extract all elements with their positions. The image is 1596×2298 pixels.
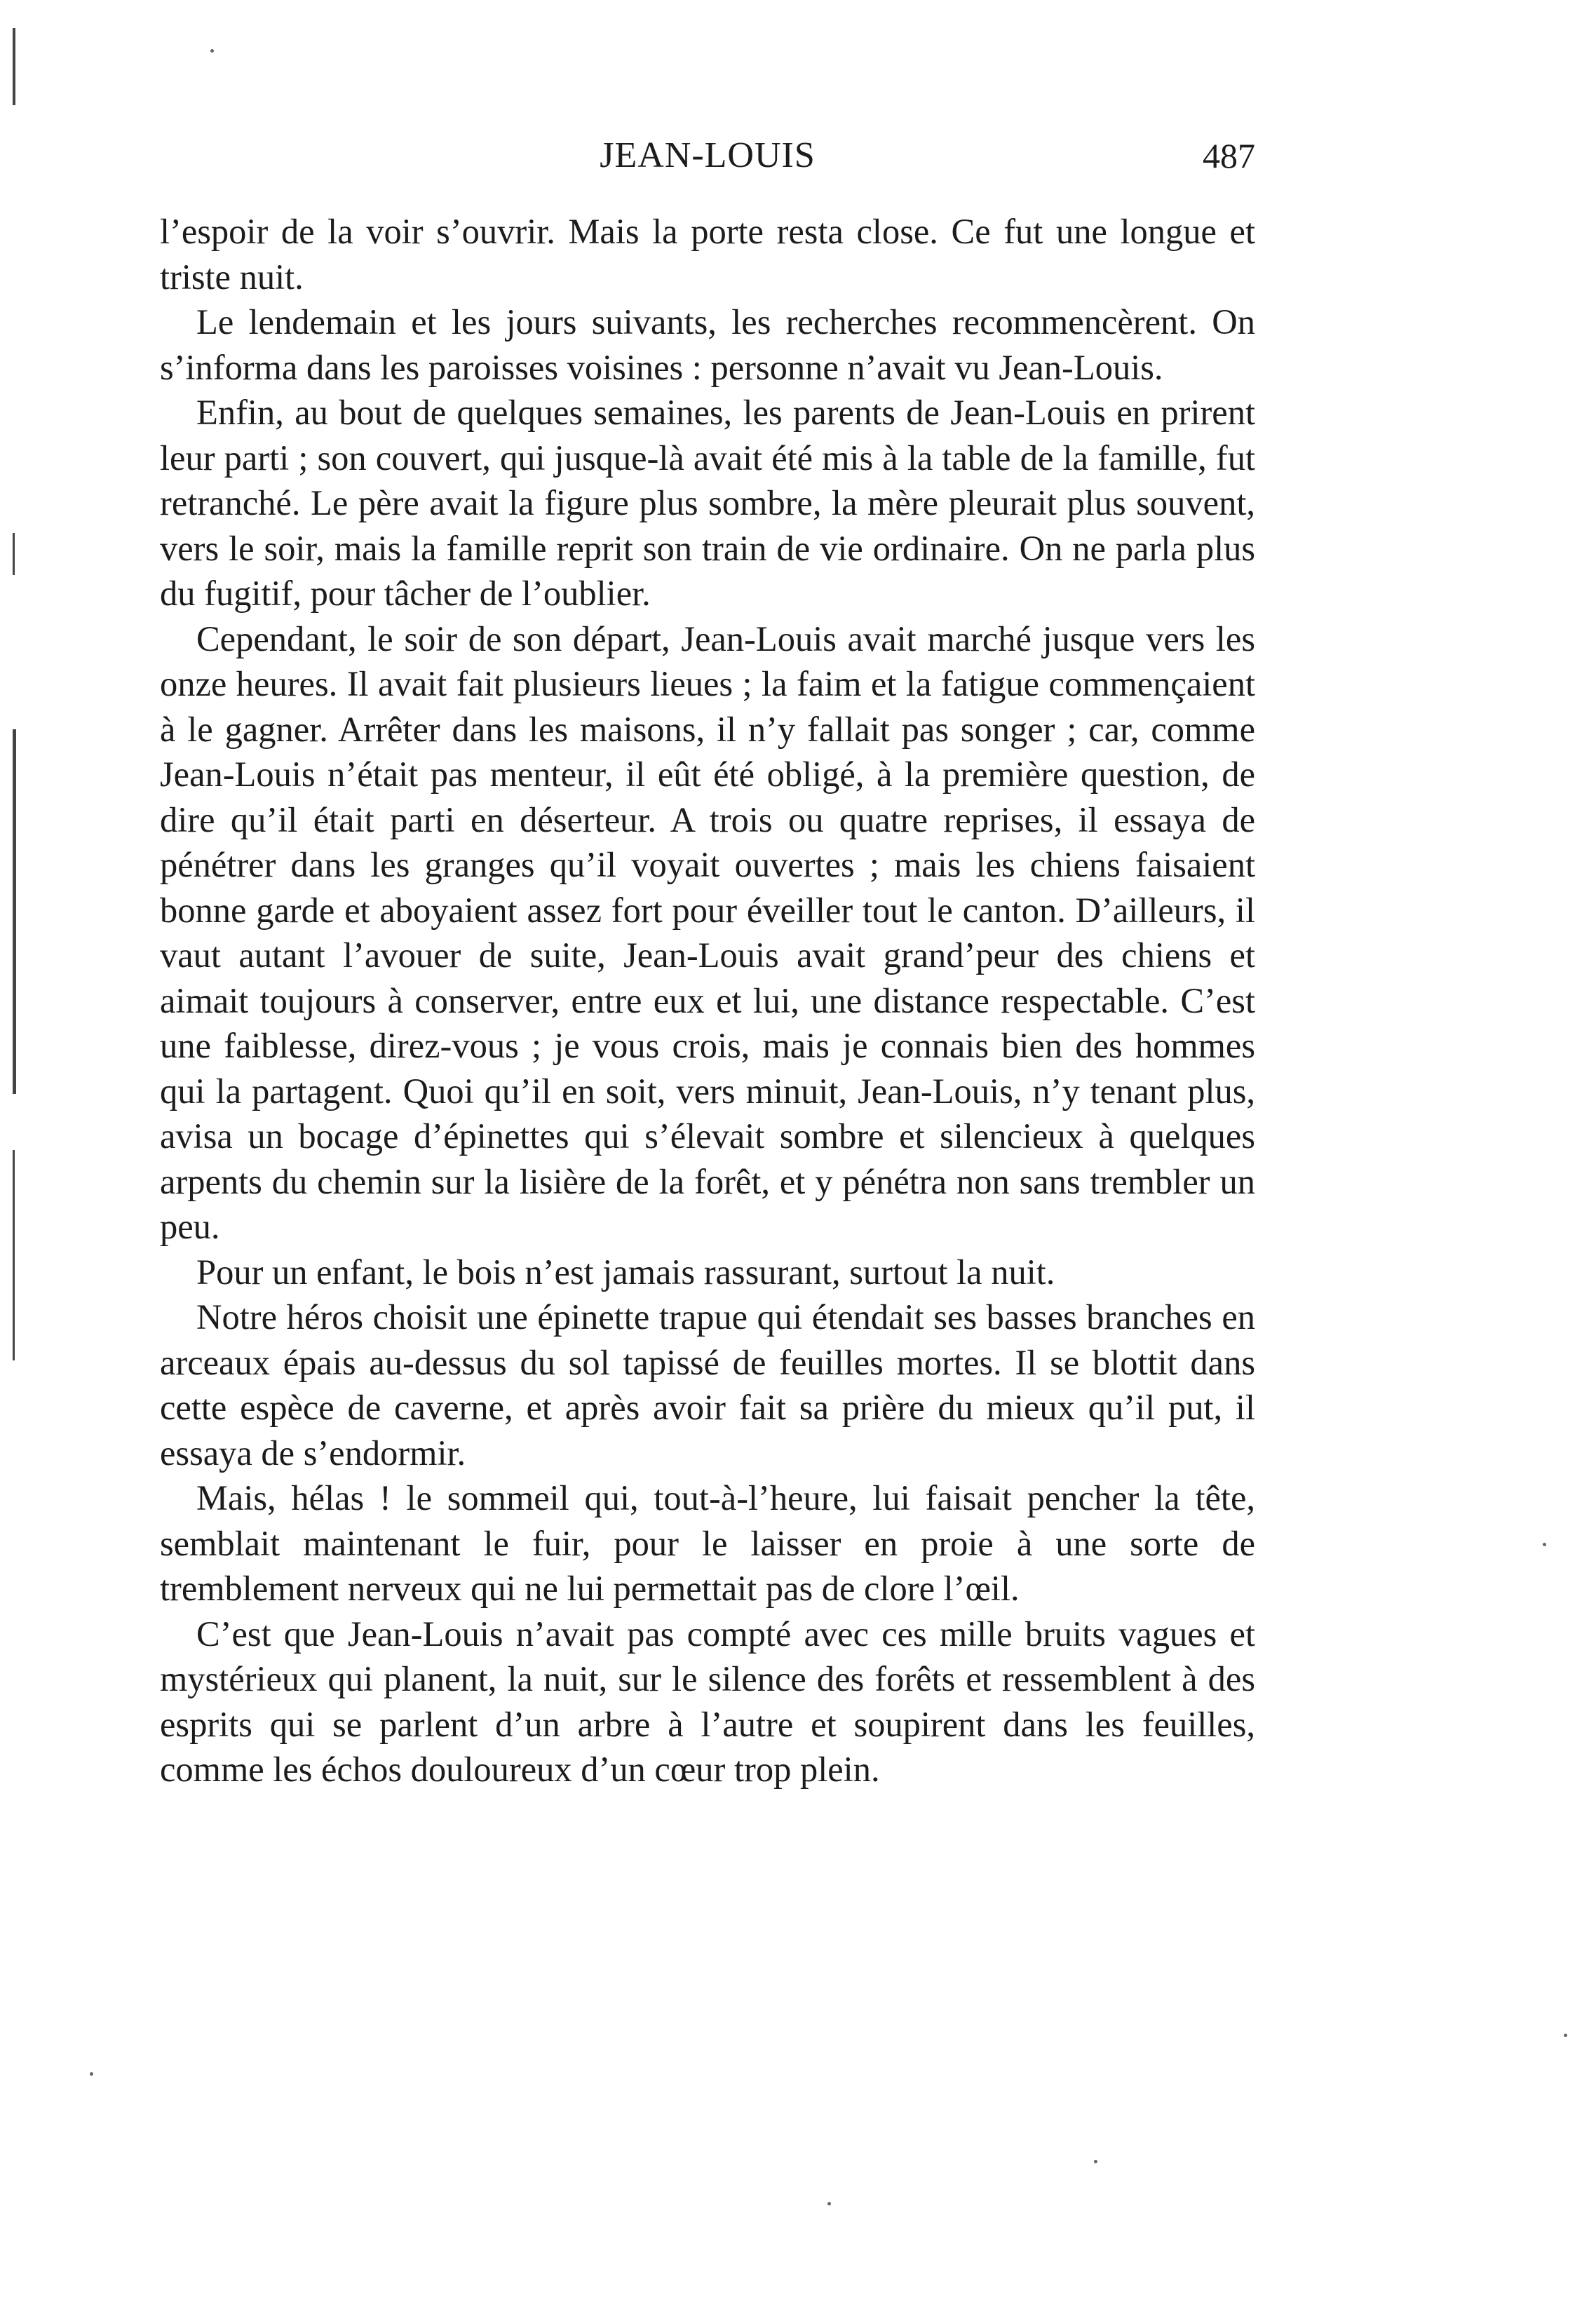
scan-speck	[827, 2202, 831, 2205]
paragraph: C’est que Jean-Louis n’avait pas compté avec ces mille bruits vagues et mystérieux qui planent, la nuit, sur le silence des forêts et ressemblent à des esprits qui se parlent d’un arbre à l’autre et soupirent dans les feuilles, comme les échos douloureux d’un cœur trop plein.	[160, 1614, 1255, 1789]
scan-speck	[90, 2072, 93, 2076]
binding-mark	[13, 28, 15, 105]
paragraph: Le lendemain et les jours suivants, les recherches recommencèrent. On s’informa dans les paroisses voisines : personne n’avait vu Jean-Louis.	[160, 302, 1255, 387]
scan-speck	[1564, 2034, 1567, 2037]
binding-mark	[13, 1150, 15, 1360]
paragraph: l’espoir de la voir s’ouvrir. Mais la porte resta close. Ce fut une longue et triste nuit.	[160, 212, 1255, 297]
scan-speck	[1094, 2160, 1097, 2163]
paragraph: Mais, hélas ! le sommeil qui, tout-à-l’heure, lui faisait pencher la tête, semblait maintenant le fuir, pour le laisser en proie à une sorte de tremblement nerveux qui ne lui permettait pas de clore l’œil.	[160, 1478, 1255, 1608]
paragraph: Pour un enfant, le bois n’est jamais rassurant, surtout la nuit.	[196, 1252, 1055, 1292]
binding-mark	[13, 533, 15, 575]
paragraph: Notre héros choisit une épinette trapue qui étendait ses basses branches en arceaux épais au-dessus du sol tapissé de feuilles mortes. Il se blottit dans cette espèce de caverne, et après avoir fait sa prière du mieux qu’il put, il essaya de s’endormir.	[160, 1297, 1255, 1473]
paragraph: Enfin, au bout de quelques semaines, les parents de Jean-Louis en prirent leur parti ; son couvert, qui jusque-là avait été mis à la table de la famille, fut retranché. Le père avait la figure plus sombre, la mère pleurait plus souvent, vers le soir, mais la famille reprit son train de vie ordinaire. On ne parla plus du fugitif, pour tâcher de l’oublier.	[160, 393, 1255, 613]
running-title: JEAN-LOUIS	[600, 135, 816, 175]
body-text	[160, 209, 1255, 1792]
scan-speck	[1543, 1543, 1546, 1546]
scan-speck	[210, 49, 214, 53]
running-head	[160, 128, 1255, 184]
binding-mark	[13, 729, 16, 1094]
page-number: 487	[1203, 136, 1255, 175]
paragraph: Cependant, le soir de son départ, Jean-Louis avait marché jusque vers les onze heures. Il avait fait plusieurs lieues ; la faim et la fatigue commençaient à le gagner. Arrêter dans les maisons, il n’y fallait pas songer ; car, comme Jean-Louis n’était pas menteur, il eût été obligé, à la première question, de dire qu’il était parti en déserteur. A trois ou quatre reprises, il essaya de pénétrer dans les granges qu’il voyait ouvertes ; mais les chiens faisaient bonne garde et aboyaient assez fort pour éveiller tout le canton. D’ailleurs, il vaut autant l’avouer de suite, Jean-Louis avait grand’peur des chiens et aimait toujours à conserver, entre eux et lui, une distance respectable. C’est une faiblesse, direz-vous ; je vous crois, mais je connais bien des hommes qui la partagent. Quoi qu’il en soit, vers minuit, Jean-Louis, n’y tenant plus, avisa un bocage d’épinettes qui s’élevait sombre et silencieux à quelques arpents du chemin sur la lisière de la forêt, et y pénétra non sans trembler un peu.	[160, 619, 1255, 1246]
